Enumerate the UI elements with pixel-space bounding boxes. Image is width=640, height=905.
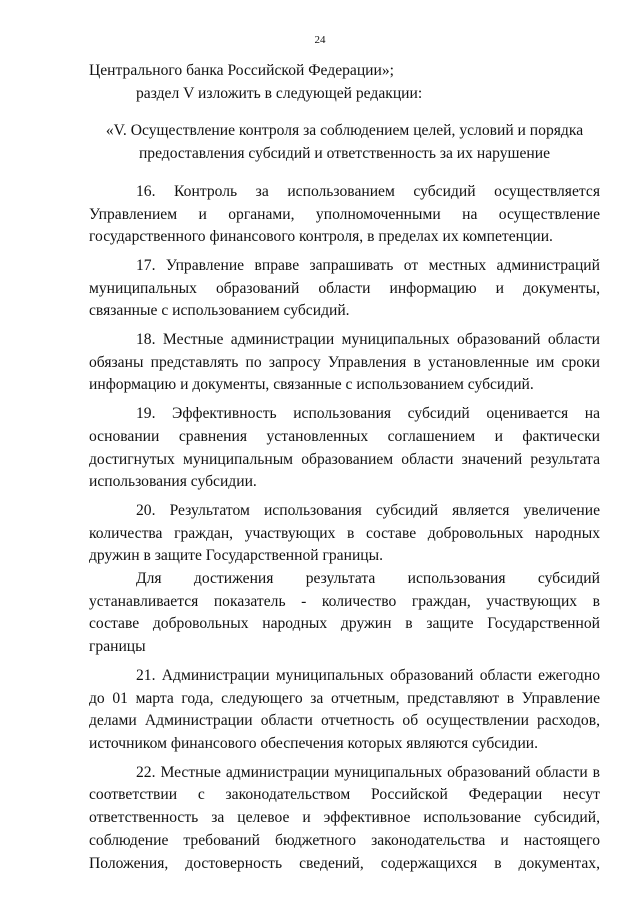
text-line: 19. Эффективность использования субсидий оценивается на — [136, 405, 600, 423]
text-line: основании сравнения установленных соглашением и фактически — [89, 427, 600, 445]
paragraph-22 — [89, 762, 600, 876]
text-line: государственного финансового контроля, в пределах их компетенции. — [89, 228, 553, 246]
paragraph-19 — [89, 403, 600, 494]
text-line: соответствии с законодательством Российской Федерации несут — [89, 786, 600, 804]
page-number: 24 — [314, 34, 326, 46]
text-line: 21. Администрации муниципальных образований области ежегодно — [136, 666, 600, 684]
text-line: Управлением и органами, уполномоченными на осуществление — [89, 205, 600, 223]
text-line: устанавливается показатель - количество граждан, участвующих в — [89, 592, 600, 610]
text-line: информацию и документы, связанные с использованием субсидий. — [89, 376, 534, 394]
text-line: делами Администрации области отчетность об осуществлении расходов, — [89, 712, 600, 730]
text-line: дружин в защите Государственной границы. — [89, 547, 384, 565]
paragraph-17 — [89, 255, 600, 323]
text-line: составе добровольных народных дружин в защите Государственной — [89, 615, 600, 633]
text-line: 20. Результатом использования субсидий является увеличение — [136, 501, 600, 519]
text-line: границы — [89, 638, 146, 656]
paragraph-18 — [89, 329, 600, 397]
text-line: Для достижения результата использования субсидий — [136, 570, 600, 588]
text-line: 22. Местные администрации муниципальных образований области в — [136, 763, 600, 781]
heading-line: «V. Осуществление контроля за соблюдением целей, условий и порядка — [105, 122, 584, 140]
text-line: Положения, достоверность сведений, содержащихся в документах, — [89, 854, 600, 872]
paragraph-20 — [89, 500, 600, 659]
paragraph-21 — [89, 665, 600, 756]
text-line: муниципальных образований области информацию и документы, — [89, 279, 600, 297]
text-line: связанные с использованием субсидий. — [89, 302, 350, 320]
text-line: источником финансового обеспечения которых являются субсидии. — [89, 734, 539, 752]
text-line: 18. Местные администрации муниципальных образований области — [136, 331, 600, 349]
text-line: использования субсидии. — [89, 473, 257, 491]
paragraph-16 — [89, 181, 600, 249]
section-heading — [89, 120, 600, 165]
text-line: соблюдение требований бюджетного законодательства и настоящего — [89, 831, 600, 849]
document-body — [89, 60, 600, 875]
text-line: 16. Контроль за использованием субсидий осуществляется — [136, 182, 600, 200]
text-line: Центрального банка Российской Федерации»; — [89, 62, 395, 79]
text-line: раздел V изложить в следующей редакции: — [136, 84, 423, 102]
heading-line: предоставления субсидий и ответственность за их нарушение — [138, 145, 551, 163]
text-line: 17. Управление вправе запрашивать от местных администраций — [136, 256, 600, 274]
text-line: достигнутых муниципальным образованием области значений результата — [89, 450, 600, 468]
text-line: до 01 марта года, следующего за отчетным, представляют в Управление — [89, 689, 600, 707]
text-line: обязаны представлять по запросу Управления в установленные им сроки — [89, 353, 600, 371]
text-line: количества граждан, участвующих в составе добровольных народных — [89, 524, 600, 542]
text-line: ответственность за целевое и эффективное использование субсидий, — [89, 809, 600, 827]
